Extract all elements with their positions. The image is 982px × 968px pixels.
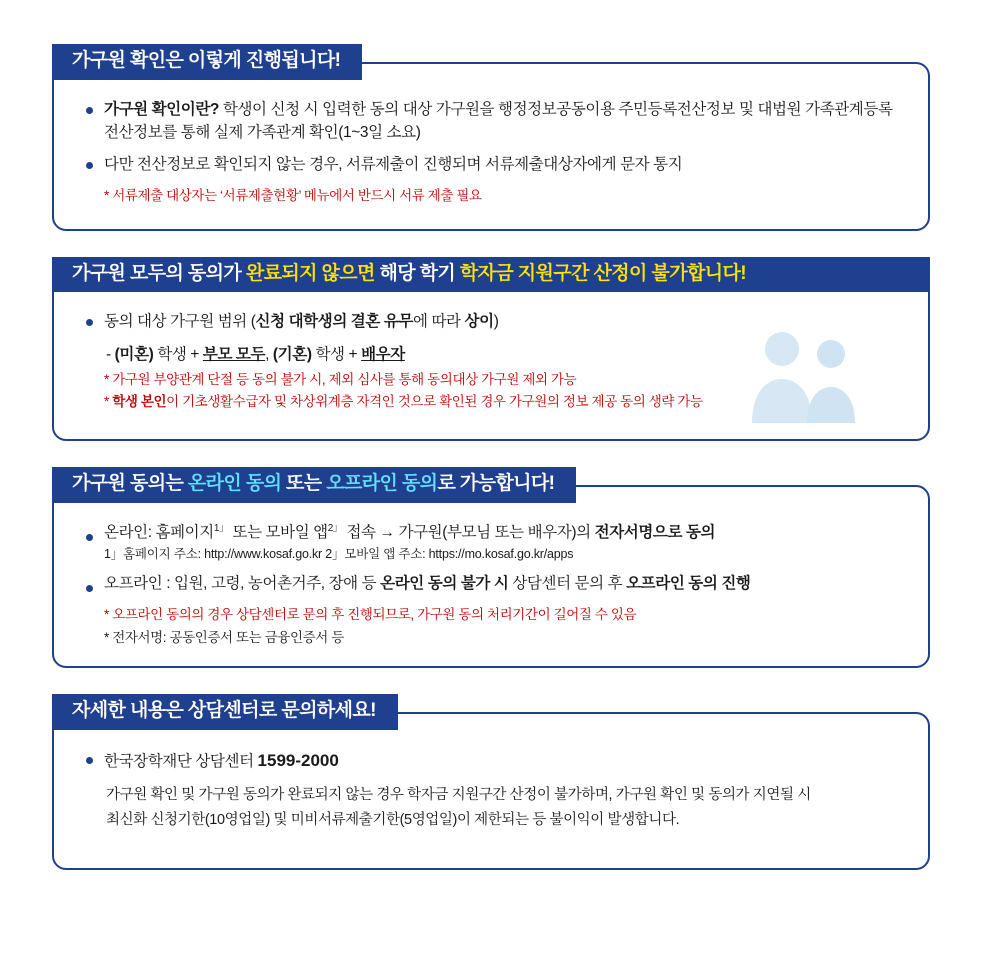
section-header-text: 가구원 확인은 이렇게 진행됩니다!	[72, 50, 341, 71]
section-body-household-verify	[52, 62, 930, 231]
footnote-marker-1: 1」	[213, 523, 229, 535]
section-header-text-part1: 가구원 동의는	[72, 473, 188, 495]
list-item	[84, 748, 902, 774]
bullet-list-consent-method	[84, 521, 902, 595]
bullet-strong-1: 신청 대학생의 결혼 유무	[255, 313, 413, 331]
note-text: * 가구원 부양관계 단절 등 동의 불가 시, 제외 심사를 통해 동의대상 가구원 제외 가능	[104, 371, 577, 387]
note-text-2: * 전자서명: 공동인증서 또는 금융인증서 등	[104, 629, 344, 645]
bullet-text-mid: 에 따라	[413, 313, 465, 331]
bullet-list-contact-center	[84, 748, 902, 774]
tail-line-1: 가구원 확인 및 가구원 동의가 완료되지 않는 경우 학자금 지원구간 산정이 불가하며, 가구원 확인 및 동의가 지연될 시	[106, 786, 811, 803]
note-strong: 학생 본인	[112, 394, 167, 410]
section-header-offline: 오프라인 동의	[326, 473, 438, 495]
sub-line-consent-scope	[84, 343, 902, 368]
section-header-highlight-1: 완료되지 않으면	[245, 262, 375, 284]
list-item	[84, 98, 902, 145]
sub-text-1: 학생 +	[153, 345, 203, 363]
section-header-consent-method	[52, 467, 576, 503]
note-rest: 이 기초생활수급자 및 차상위계층 자격인 것으로 확인된 경우 가구원의 정보 제공 동의 생략 가능	[166, 394, 703, 410]
section-household-consent	[52, 257, 930, 442]
bullet-text-mid2: 접속 → 가구원(부모님 또는 배우자)의	[342, 524, 595, 542]
list-item	[84, 521, 902, 563]
section-consent-method	[52, 467, 930, 668]
section-header-text-part2: 또는	[281, 473, 327, 495]
bullet-text-pre: 오프라인 : 입원, 고령, 농어촌거주, 장애 등	[104, 575, 381, 593]
bullet-text: 다만 전산정보로 확인되지 않는 경우, 서류제출이 진행되며 서류제출대상자에게 문자 통지	[104, 156, 683, 174]
both-parents-label: 부모 모두	[202, 345, 266, 363]
bullet-text-pre: 온라인: 홈페이지	[104, 524, 214, 542]
dash-prefix: -	[106, 345, 115, 363]
tail-line-2: 최신화 신청기한(10영업일) 및 미비서류제출기한(5영업일)이 제한되는 등 불이익이 발생합니다.	[106, 812, 680, 829]
bullet-strong: 전자서명으로 동의	[594, 524, 716, 542]
section-contact-center	[52, 694, 930, 869]
note-prefix: *	[104, 394, 113, 410]
section-household-verify	[52, 44, 930, 231]
bullet-strong-1: 온라인 동의 불가 시	[380, 575, 509, 593]
note-text-2	[84, 392, 902, 413]
tail-paragraph	[84, 783, 902, 834]
section-header-highlight-2: 학자금 지원구간 산정이 불가합니다!	[459, 262, 746, 284]
section-header-text: 자세한 내용은 상담센터로 문의하세요!	[72, 700, 376, 722]
section-header-online: 온라인 동의	[187, 473, 282, 495]
bullet-strong-label: 가구원 확인이란?	[104, 100, 219, 118]
bullet-text-mid: 상담센터 문의 후	[508, 575, 627, 593]
bullet-strong-2: 오프라인 동의 진행	[626, 575, 751, 593]
bullet-text-pre: 한국장학재단 상담센터	[104, 753, 258, 771]
spouse-label: 배우자	[361, 345, 405, 363]
bullet-text: 학생이 신청 시 입력한 동의 대상 가구원을 행정정보공동이용 주민등록전산정보 및 대법원 가족관계등록전산정보를 통해 실제 가족관계 확인(1~3일 소요)	[104, 100, 893, 142]
bullet-strong-2: 상이	[464, 313, 494, 331]
section-body-household-consent	[52, 274, 930, 441]
list-item	[84, 310, 902, 333]
section-body-consent-method	[52, 485, 930, 668]
bullet-text-post: )	[493, 313, 499, 331]
section-header-text-part3: 로 가능합니다!	[437, 473, 555, 495]
section-body-contact-center	[52, 712, 930, 869]
section-header-text-part2: 해당 학기	[374, 262, 460, 284]
sub-text-3: 학생 +	[311, 345, 362, 363]
contact-phone-number: 1599-2000	[257, 751, 339, 771]
section-header-household-consent	[52, 257, 930, 293]
section-header-text-part1: 가구원 모두의 동의가	[72, 262, 246, 284]
section-header-contact-center	[52, 694, 398, 730]
footnote-urls: 1」홈페이지 주소: http://www.kosaf.go.kr 2」모바일 앱 주소: https://mo.kosaf.go.kr/apps	[104, 546, 574, 561]
list-item	[84, 572, 902, 595]
section-header-household-verify	[52, 44, 362, 80]
bullet-list-household-verify	[84, 98, 902, 177]
note-text: * 서류제출 대상자는 ‘서류제출현황’ 메뉴에서 반드시 서류 제출 필요	[104, 187, 482, 203]
footnote-marker-2: 2」	[327, 523, 343, 535]
bullet-text-mid: 또는 모바일 앱	[228, 524, 328, 542]
bullet-list-household-consent	[84, 310, 902, 333]
list-item	[84, 153, 902, 176]
note-text: * 오프라인 동의의 경우 상담센터로 문의 후 진행되므로, 가구원 동의 처리기간이 길어질 수 있음	[104, 606, 637, 622]
bullet-text-pre: 동의 대상 가구원 범위 (	[104, 313, 256, 331]
status-unmarried: (미혼)	[114, 345, 154, 363]
sub-text-2: ,	[265, 345, 273, 363]
status-married: (기혼)	[272, 345, 312, 363]
